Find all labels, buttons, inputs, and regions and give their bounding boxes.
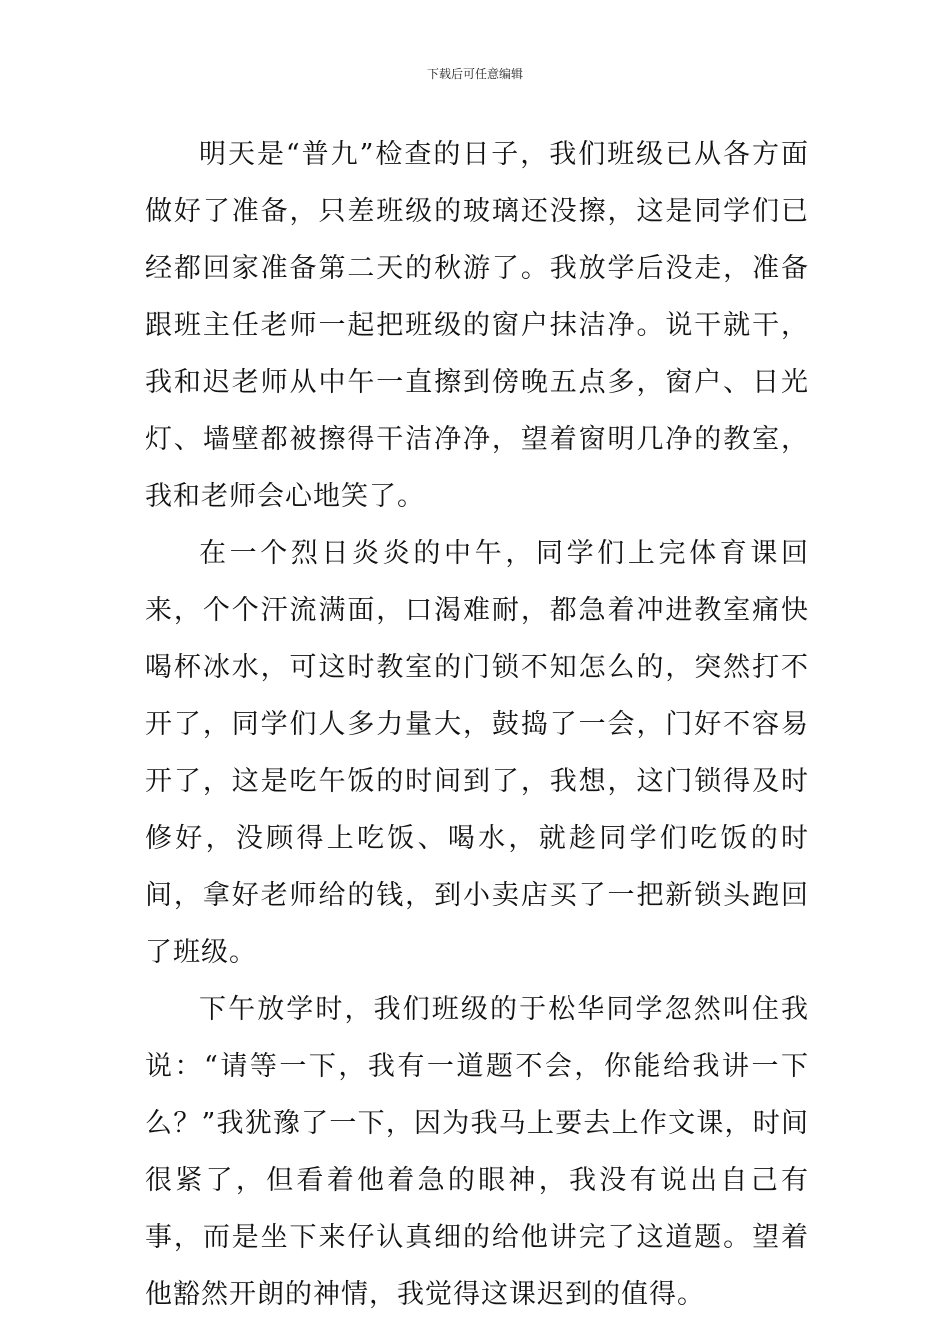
page-header: 下载后可任意编辑 <box>426 67 523 81</box>
document-body <box>145 126 809 1323</box>
paragraph-2: 在一个烈日炎炎的中午，同学们上完体育课回来，个个汗流满面，口渴难耐，都急着冲进教室痛快喝杯冰水，可这时教室的门锁不知怎么的，突然打不开了，同学们人多力量大，鼓捣了一会，门好不容易开了，这是吃午饭的时间到了，我想，这门锁得及时修好，没顾得上吃饭、喝水，就趁同学们吃饭的时间，拿好老师给的钱，到小卖店买了一把新锁头跑回了班级。 <box>145 538 809 968</box>
paragraph-1: 明天是“普九”检查的日子，我们班级已从各方面做好了准备，只差班级的玻璃还没擦，这是同学们已经都回家准备第二天的秋游了。我放学后没走，准备跟班主任老师一起把班级的窗户抹洁净。说干就干，我和迟老师从中午一直擦到傍晚五点多，窗户、日光灯、墙壁都被擦得干洁净净，望着窗明几净的教室，我和老师会心地笑了。 <box>145 139 809 512</box>
paragraph-3: 下午放学时，我们班级的于松华同学忽然叫住我说：“请等一下，我有一道题不会，你能给我讲一下么？”我犹豫了一下，因为我马上要去上作文课，时间很紧了，但看着他着急的眼神，我没有说出自己有事，而是坐下来仔认真细的给他讲完了这道题。望着他豁然开朗的神情，我觉得这课迟到的值得。 <box>145 994 809 1310</box>
